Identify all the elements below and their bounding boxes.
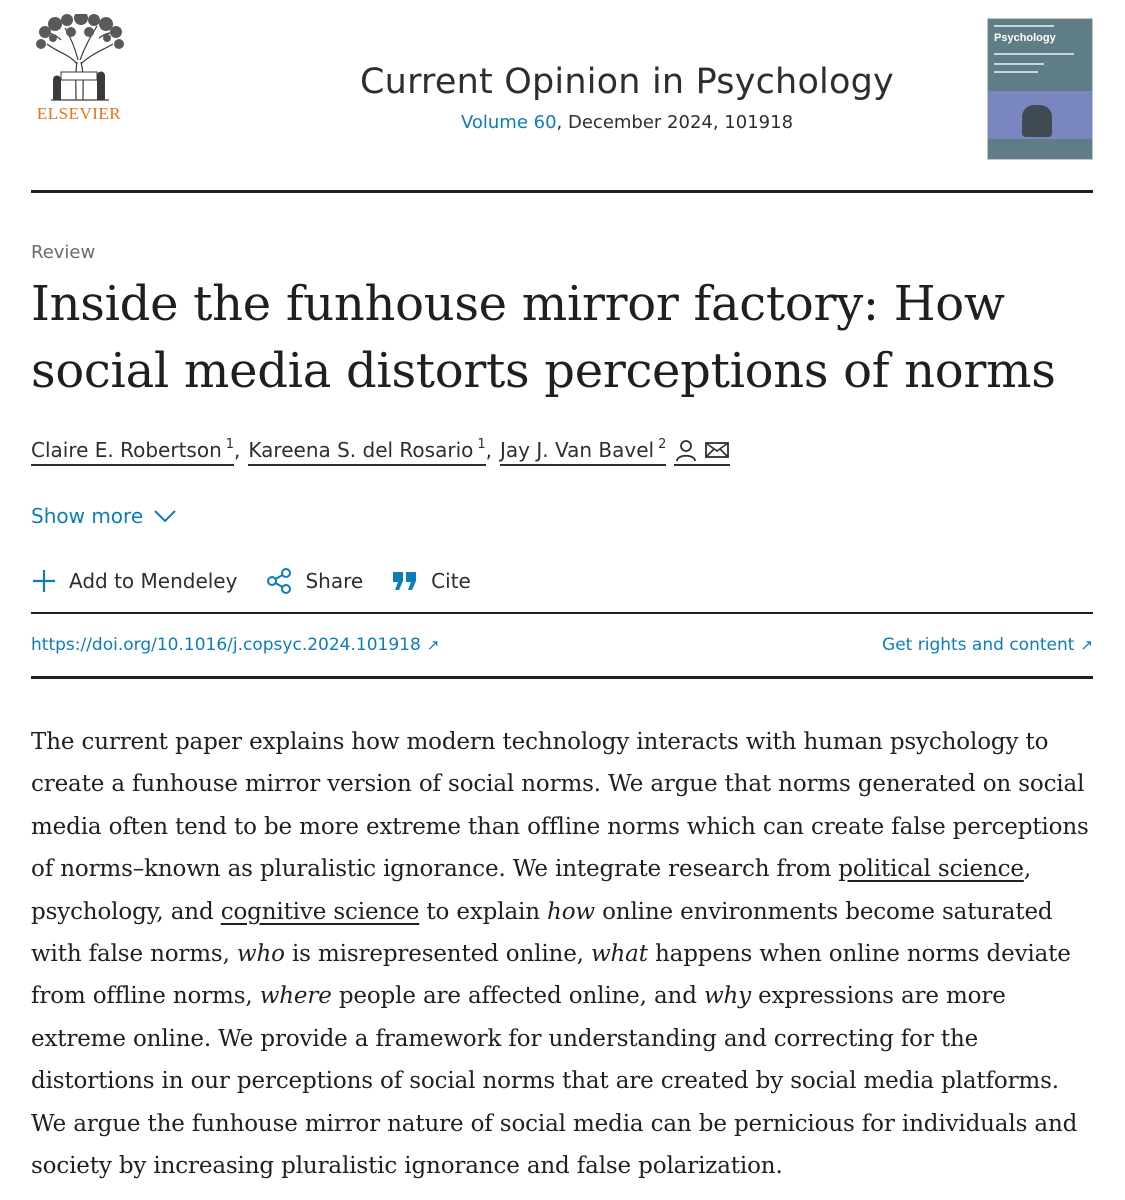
journal-title[interactable]: Current Opinion in Psychology bbox=[360, 62, 894, 102]
author-separator: , bbox=[485, 438, 492, 462]
share-label: Share bbox=[305, 569, 364, 593]
corresponding-author-link[interactable] bbox=[674, 438, 730, 466]
quote-icon bbox=[391, 569, 419, 593]
abstract-segment: The current paper explains how modern technology interacts with human psychology to create a funhouse mirror version of social norms. We argue that norms generated on social media often tend to be more extreme than offline norms which can create false perceptions of norms–known as pluralistic ignorance. We integrate research from bbox=[31, 729, 1089, 883]
cover-decoration bbox=[994, 63, 1044, 65]
external-link-icon: ↗ bbox=[426, 636, 440, 654]
political-science-link[interactable]: political science bbox=[838, 856, 1024, 883]
abstract-emphasis: how bbox=[547, 898, 595, 925]
cover-image bbox=[1022, 105, 1052, 137]
person-icon bbox=[674, 438, 698, 462]
journal-issue bbox=[161, 112, 1093, 133]
issue-details: , December 2024, 101918 bbox=[556, 112, 794, 133]
show-more-button[interactable] bbox=[31, 504, 177, 528]
article-title-line: Inside the funhouse mirror factory: How bbox=[31, 276, 1005, 332]
chevron-down-icon bbox=[153, 508, 177, 524]
doi-link[interactable] bbox=[31, 635, 439, 655]
cover-decoration bbox=[994, 71, 1038, 73]
add-to-mendeley-button[interactable] bbox=[31, 568, 237, 594]
journal-cover-thumbnail[interactable] bbox=[987, 18, 1093, 160]
author-link[interactable] bbox=[500, 437, 666, 466]
cover-title: Psychology bbox=[994, 32, 1056, 44]
envelope-icon bbox=[704, 440, 730, 460]
abstract-segment: to explain bbox=[419, 898, 548, 925]
abstract-divider bbox=[31, 676, 1093, 679]
rights-link[interactable] bbox=[882, 635, 1093, 655]
author-affiliation: 1 bbox=[225, 437, 235, 452]
abstract-emphasis: why bbox=[703, 983, 751, 1010]
author-separator: , bbox=[234, 438, 241, 462]
author-name: Claire E. Robertson bbox=[31, 438, 222, 462]
abstract-emphasis: where bbox=[259, 983, 332, 1010]
author-name: Jay J. Van Bavel bbox=[500, 438, 655, 462]
abstract-segment: expressions are more extreme online. We provide a framework for understanding and correcting for the distortions in our perceptions of social norms that are created by social media platforms. We argue the funhouse mirror nature of social media can be pernicious for individuals and society by increasing pluralistic ignorance and false polarization. bbox=[31, 983, 1078, 1180]
cover-decoration bbox=[994, 25, 1054, 27]
abstract-segment: , psychology, and bbox=[31, 856, 1032, 925]
author-list bbox=[31, 437, 1093, 466]
show-more-label: Show more bbox=[31, 504, 144, 528]
article-title-line: social media distorts perceptions of norms bbox=[31, 343, 1056, 399]
journal-info bbox=[31, 62, 1093, 133]
elsevier-wordmark: ELSEVIER bbox=[36, 104, 122, 123]
share-button[interactable] bbox=[265, 567, 363, 595]
abstract-segment: happens when online norms deviate from offline norms, bbox=[31, 941, 1071, 1010]
volume-link[interactable]: Volume 60 bbox=[460, 112, 557, 133]
header-divider bbox=[31, 190, 1093, 193]
journal-header bbox=[31, 0, 1093, 190]
abstract-emphasis: what bbox=[590, 941, 648, 968]
cite-label: Cite bbox=[431, 569, 471, 593]
article-title bbox=[31, 271, 1093, 405]
plus-icon bbox=[31, 568, 57, 594]
article-type: Review bbox=[31, 242, 96, 263]
cover-decoration bbox=[994, 53, 1074, 55]
article-toolbar bbox=[31, 566, 1093, 596]
author-affiliation: 2 bbox=[658, 437, 667, 452]
abstract-segment: is misrepresented online, bbox=[284, 941, 591, 968]
author-link[interactable] bbox=[248, 437, 485, 466]
author-name: Kareena S. del Rosario bbox=[248, 438, 474, 462]
author-affiliation: 1 bbox=[477, 437, 486, 452]
abstract-text bbox=[31, 721, 1093, 1187]
doi-row bbox=[31, 614, 1093, 676]
article-page bbox=[31, 0, 1093, 1187]
doi-text: https://doi.org/10.1016/j.copsyc.2024.101918 bbox=[31, 635, 421, 655]
abstract-segment: online environments become saturated with false norms, bbox=[31, 898, 1053, 968]
abstract-emphasis: who bbox=[236, 941, 285, 968]
external-link-icon: ↗ bbox=[1080, 636, 1093, 654]
abstract-segment: people are affected online, and bbox=[331, 983, 704, 1010]
author-link[interactable] bbox=[31, 437, 234, 466]
rights-text: Get rights and content bbox=[882, 635, 1075, 655]
cognitive-science-link[interactable]: cognitive science bbox=[220, 898, 420, 925]
cite-button[interactable] bbox=[391, 569, 471, 593]
add-to-mendeley-label: Add to Mendeley bbox=[69, 569, 238, 593]
share-icon bbox=[265, 567, 293, 595]
